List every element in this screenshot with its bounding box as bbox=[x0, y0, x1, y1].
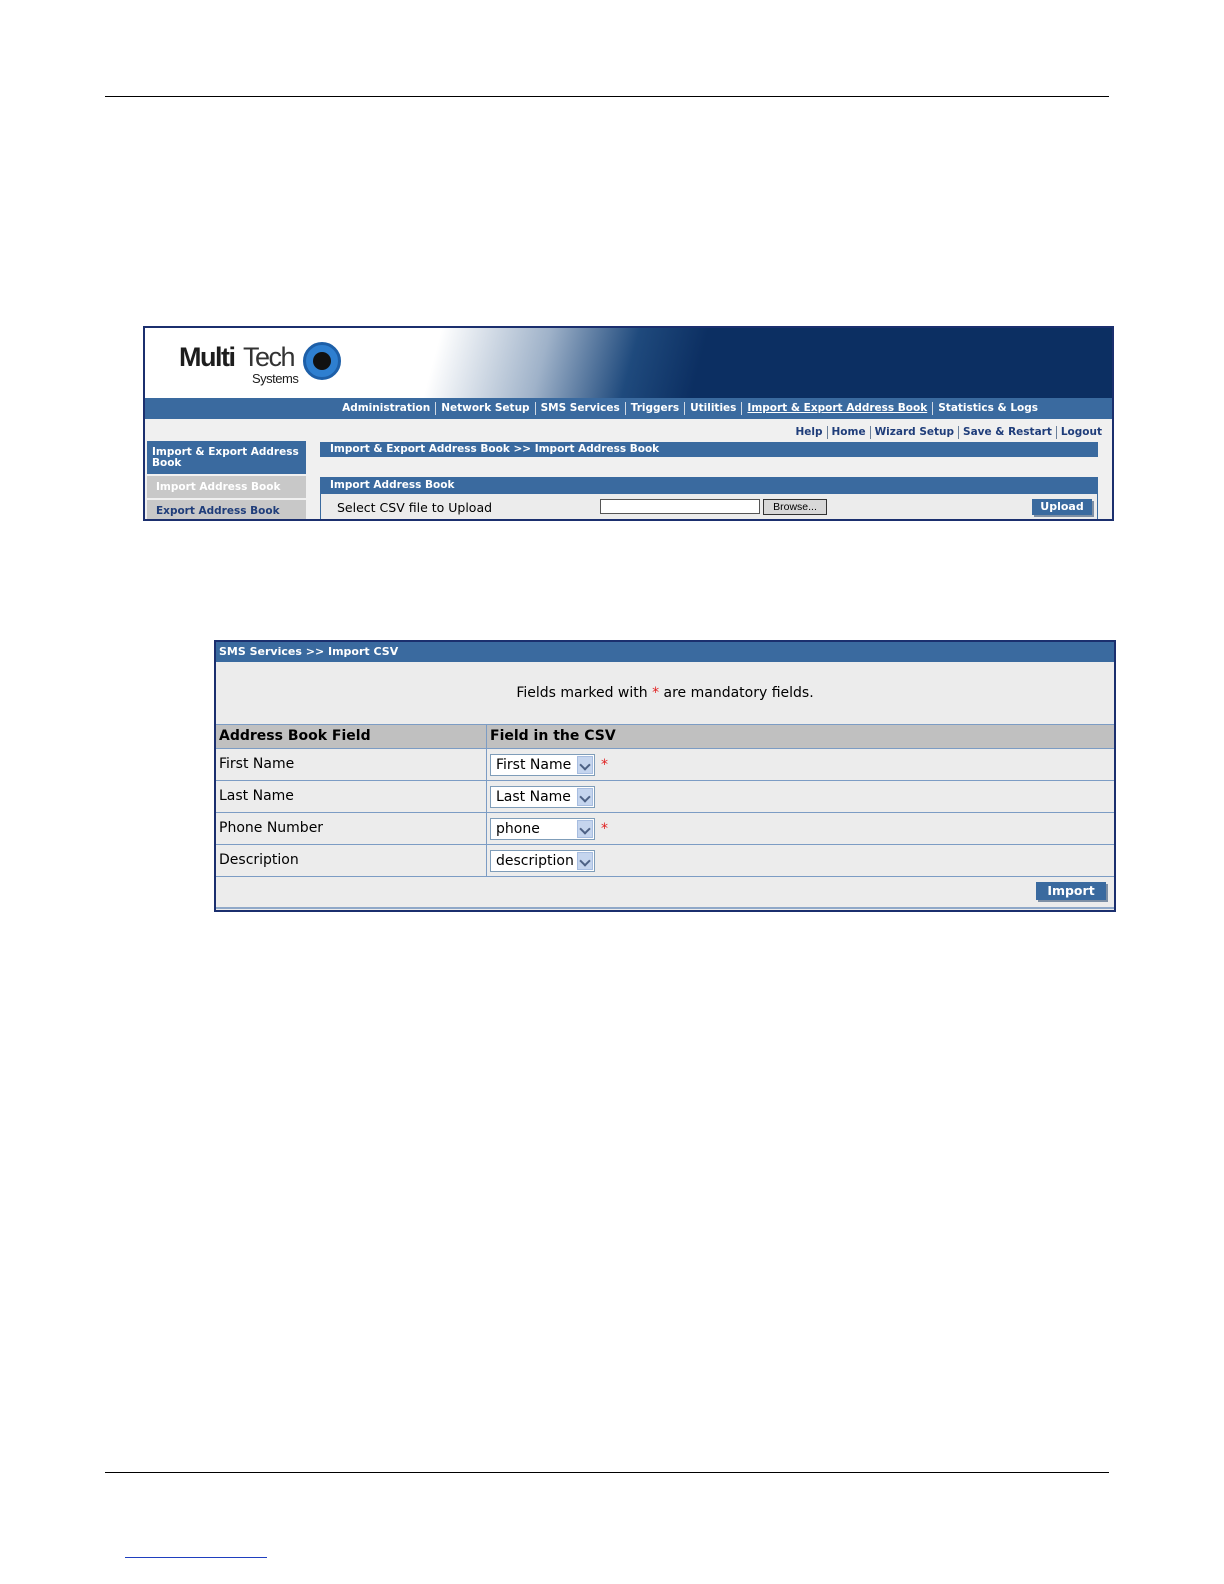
select-value: description bbox=[496, 853, 574, 869]
mandatory-note bbox=[216, 662, 1114, 724]
select-value: Last Name bbox=[496, 789, 571, 805]
first-name-select[interactable] bbox=[490, 754, 595, 776]
table-row bbox=[216, 780, 1114, 812]
import-button[interactable]: Import bbox=[1036, 882, 1106, 900]
import-address-book-screenshot bbox=[143, 326, 1114, 521]
nav-administration[interactable]: Administration bbox=[342, 402, 431, 414]
column-divider bbox=[486, 749, 487, 780]
nav-statistics-logs[interactable]: Statistics & Logs bbox=[932, 402, 1043, 415]
sidebar-heading[interactable]: Import & Export Address Book bbox=[147, 441, 306, 474]
note-text-end: are mandatory fields. bbox=[659, 685, 814, 701]
import-panel-title: Import Address Book bbox=[320, 477, 1098, 494]
sidebar-item-export-address-book[interactable]: Export Address Book bbox=[147, 500, 306, 521]
column-divider bbox=[486, 813, 487, 844]
phone-number-select[interactable] bbox=[490, 818, 595, 840]
chevron-down-icon[interactable] bbox=[577, 852, 593, 870]
upload-label: Select CSV file to Upload bbox=[337, 500, 493, 515]
table-row bbox=[216, 748, 1114, 780]
required-star-icon: * bbox=[652, 685, 660, 701]
browse-button[interactable]: Browse... bbox=[763, 499, 827, 515]
last-name-select[interactable] bbox=[490, 786, 595, 808]
table-row bbox=[216, 812, 1114, 844]
note-text: Fields marked with bbox=[516, 685, 653, 701]
logout-link[interactable]: Logout bbox=[1056, 426, 1106, 439]
logo-text-multi: Multi bbox=[179, 342, 235, 372]
header-rule bbox=[105, 96, 1109, 97]
column-divider bbox=[486, 845, 487, 876]
field-label: Description bbox=[219, 852, 299, 868]
field-label: Last Name bbox=[219, 788, 294, 804]
top-navigation bbox=[145, 398, 1114, 419]
nav-network-setup[interactable]: Network Setup bbox=[435, 402, 534, 415]
import-csv-screenshot bbox=[214, 640, 1116, 912]
chevron-down-icon[interactable] bbox=[577, 788, 593, 806]
bottom-divider bbox=[216, 907, 1114, 909]
banner bbox=[145, 328, 1114, 398]
nav-import-export-address-book[interactable]: Import & Export Address Book bbox=[741, 402, 932, 415]
column-divider bbox=[486, 781, 487, 812]
footer-rule bbox=[105, 1472, 1109, 1473]
logo-circle-icon bbox=[303, 342, 341, 380]
breadcrumb: SMS Services >> Import CSV bbox=[216, 642, 1114, 662]
field-mapping-table bbox=[216, 724, 1114, 906]
logo-text-systems: Systems bbox=[252, 371, 299, 386]
required-star-icon: * bbox=[601, 757, 608, 773]
field-label: First Name bbox=[219, 756, 295, 772]
column-divider bbox=[486, 725, 487, 748]
save-restart-link[interactable]: Save & Restart bbox=[958, 426, 1056, 439]
multitech-logo bbox=[179, 342, 349, 390]
help-link[interactable]: Help bbox=[795, 425, 823, 438]
csv-file-input[interactable] bbox=[600, 499, 760, 514]
footer-link-underline bbox=[125, 1557, 267, 1558]
nav-triggers[interactable]: Triggers bbox=[625, 402, 684, 415]
select-value: phone bbox=[496, 821, 540, 837]
import-panel bbox=[320, 494, 1098, 521]
home-link[interactable]: Home bbox=[827, 426, 870, 439]
utility-navigation bbox=[791, 424, 1106, 440]
chevron-down-icon[interactable] bbox=[577, 820, 593, 838]
chevron-down-icon[interactable] bbox=[577, 756, 593, 774]
field-label: Phone Number bbox=[219, 820, 324, 836]
upload-button[interactable]: Upload bbox=[1032, 499, 1092, 515]
wizard-setup-link[interactable]: Wizard Setup bbox=[870, 426, 958, 439]
description-select[interactable] bbox=[490, 850, 595, 872]
select-value: First Name bbox=[496, 757, 572, 773]
table-header-row bbox=[216, 724, 1114, 748]
required-star-icon: * bbox=[601, 821, 608, 837]
breadcrumb: Import & Export Address Book >> Import Address Book bbox=[320, 442, 1098, 457]
nav-sms-services[interactable]: SMS Services bbox=[535, 402, 625, 415]
nav-utilities[interactable]: Utilities bbox=[684, 402, 741, 415]
sidebar-item-import-address-book[interactable]: Import Address Book bbox=[147, 476, 306, 498]
table-row bbox=[216, 844, 1114, 876]
table-footer bbox=[216, 876, 1114, 906]
logo-text-tech: Tech bbox=[243, 342, 295, 372]
column-header-field-in-csv: Field in the CSV bbox=[490, 728, 616, 744]
column-header-address-book-field: Address Book Field bbox=[219, 728, 371, 744]
